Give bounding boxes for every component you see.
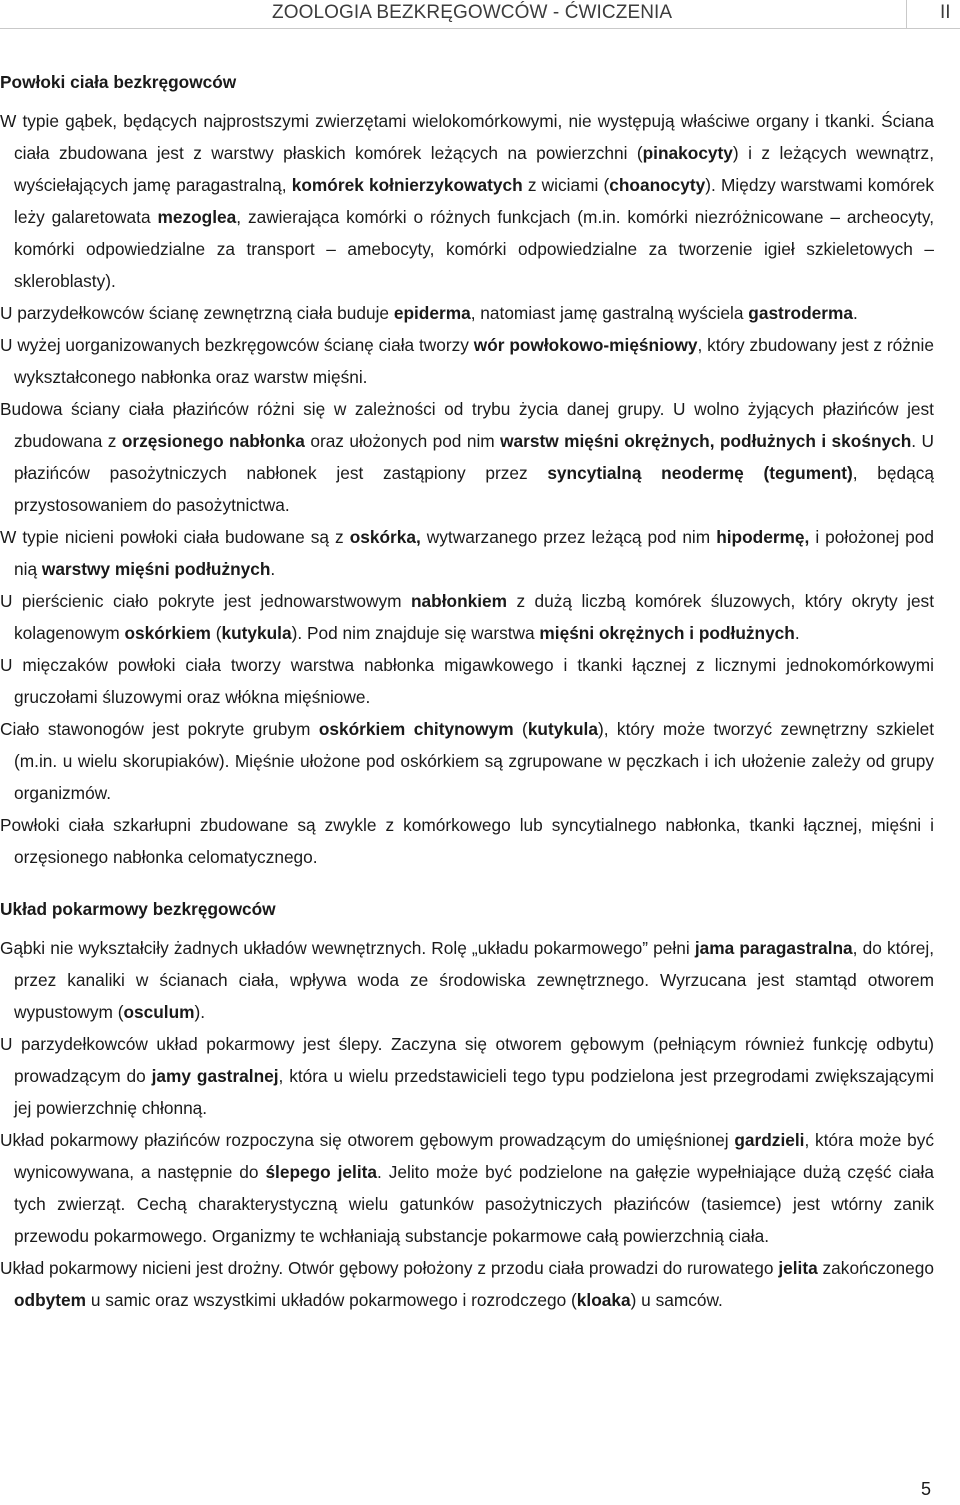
text-run: z wiciami (: [522, 175, 610, 195]
bold-term: warstwy mięśni podłużnych: [41, 559, 271, 579]
text-run: , zawierająca komórki o różnych funkcjach (m.in. komórki niezróżnicowane – archeocyty, komórki odpowiedzialne za transport – amebocyty, komórki odpowiedzialne za tworzenie igieł szkieletowych – skleroblasty).: [14, 207, 934, 291]
text-run: , będącą przystosowaniem do pasożytnictwa.: [14, 463, 934, 515]
text-run: , który zbudowany jest z różnie wykształconego nabłonka oraz warstw mięśni.: [14, 335, 934, 387]
text-run: i położonej pod nią: [14, 527, 935, 579]
text-run: , która u wielu przedstawicieli tego typu podzielona jest przegrodami zwiększającymi jej powierzchnię chłonną.: [14, 1066, 934, 1118]
page-header: [0, 0, 960, 29]
bold-term: oskórkiem chitynowym: [318, 719, 514, 739]
bold-term: kloaka: [576, 1290, 631, 1310]
text-run: Układ pokarmowy nicieni jest drożny. Otwór gębowy położony z przodu ciała prowadzi do rurowatego: [0, 1258, 779, 1278]
bold-term: mięśni okrężnych i podłużnych: [539, 623, 795, 643]
paragraph: [0, 105, 934, 297]
paragraph: [0, 585, 934, 649]
bold-term: gardzieli: [734, 1130, 805, 1150]
text-run: .: [794, 623, 800, 643]
text-run: (: [513, 719, 528, 739]
text-run: ), który może tworzyć zewnętrzny szkielet (m.in. u wielu skorupiaków). Mięśnie ułożone pod oskórkiem są zgrupowane w pęczkach i ich ułożenie zależy od grupy organizmów.: [14, 719, 934, 803]
text-run: , do której, przez kanaliki w ścianach ciała, wpływa woda ze środowiska zewnętrznego. Wyrzucana jest stamtąd otworem wypustowym (: [14, 938, 935, 1022]
bold-term: orzęsionego nabłonka: [121, 431, 305, 451]
text-run: Układ pokarmowy płazińców rozpoczyna się otworem gębowym prowadzącym do umięśnionej: [0, 1130, 735, 1150]
paragraph: [0, 521, 934, 585]
text-run: U mięczaków powłoki ciała tworzy warstwa nabłonka migawkowego i tkanki łącznej z licznymi jednokomórkowymi gruczołami śluzowymi oraz włókna mięśniowe.: [0, 655, 934, 707]
bold-term: osculum: [123, 1002, 195, 1022]
text-run: U wyżej uorganizowanych bezkręgowców ścianę ciała tworzy: [0, 335, 474, 355]
bold-term: gastroderma: [748, 303, 853, 323]
paragraph: [0, 1028, 934, 1124]
bold-term: oskórkiem: [124, 623, 211, 643]
text-run: U pierścienic ciało pokryte jest jednowarstwowym: [0, 591, 411, 611]
text-run: .: [270, 559, 276, 579]
bold-term: oskórka,: [349, 527, 421, 547]
document-body: [0, 66, 934, 1316]
text-run: ). Między warstwami komórek leży galaretowata: [14, 175, 934, 227]
paragraph: [0, 649, 934, 713]
bold-term: epiderma: [393, 303, 471, 323]
text-run: Powłoki ciała szkarłupni zbudowane są zwykle z komórkowego lub syncytialnego nabłonka, tkanki łącznej, mięśni i orzęsionego nabłonka celomatycznego.: [0, 815, 934, 867]
paragraph: [0, 297, 934, 329]
bold-term: warstw mięśni okrężnych, podłużnych i skośnych: [500, 431, 912, 451]
document-title: ZOOLOGIA BEZKRĘGOWCÓW - ĆWICZENIA: [272, 2, 673, 23]
text-run: .: [852, 303, 858, 323]
text-run: ). Pod nim znajduje się warstwa: [291, 623, 540, 643]
text-run: , natomiast jamę gastralną wyściela: [470, 303, 749, 323]
text-run: ).: [194, 1002, 206, 1022]
text-run: W typie gąbek, będących najprostszymi zwierzętami wielokomórkowymi, nie występują właściwe organy i tkanki. Ściana ciała zbudowana jest z warstwy płaskich komórek leżących na powierzchni (: [0, 111, 934, 163]
text-run: zakończonego: [817, 1258, 934, 1278]
text-run: z dużą liczbą komórek śluzowych, który okryty jest kolagenowym: [14, 591, 934, 643]
text-run: ) i z leżących wewnątrz, wyściełających jamę paragastralną,: [14, 143, 934, 195]
section-heading: Układ pokarmowy bezkręgowców: [0, 899, 276, 919]
text-run: . Jelito może być podzielone na gałęzie wypełniające dużą część ciała tych zwierząt. Cechą charakterystyczną wielu gatunków pasożytniczych płazińców (tasiemce) jest wtórny zanik przewodu pokarmowego. Organizmy te wchłaniają substancje pokarmowe całą powierzchnią ciała.: [14, 1162, 935, 1246]
bold-term: ślepego jelita: [265, 1162, 378, 1182]
section-body: [0, 105, 934, 873]
section-body: [0, 932, 934, 1316]
text-run: oraz ułożonych pod nim: [304, 431, 501, 451]
paragraph: [0, 1124, 934, 1252]
bold-term: jelita: [778, 1258, 818, 1278]
text-run: u samic oraz wszystkimi układów pokarmowego i rozrodczego (: [86, 1290, 577, 1310]
bold-term: jamy gastralnej: [151, 1066, 279, 1086]
bold-term: jama paragastralna: [694, 938, 853, 958]
bold-term: kutykula: [527, 719, 598, 739]
text-run: wytwarzanego przez leżącą pod nim: [420, 527, 717, 547]
bold-term: mezoglea: [157, 207, 237, 227]
text-run: Gąbki nie wykształciły żadnych układów wewnętrznych. Rolę „układu pokarmowego” pełni: [0, 938, 695, 958]
paragraph: [0, 932, 934, 1028]
bold-term: komórek kołnierzykowatych: [291, 175, 523, 195]
paragraph: [0, 329, 934, 393]
paragraph: [0, 1252, 934, 1316]
bold-term: syncytialną neodermę (tegument): [547, 463, 853, 483]
text-run: , która może być wynicowywana, a następnie do: [14, 1130, 934, 1182]
section-number: II: [940, 2, 951, 23]
text-run: (: [210, 623, 222, 643]
text-run: W typie nicieni powłoki ciała budowane są z: [0, 527, 350, 547]
bold-term: pinakocyty: [642, 143, 733, 163]
paragraph: [0, 809, 934, 873]
bold-term: nabłonkiem: [411, 591, 508, 611]
bold-term: kutykula: [221, 623, 292, 643]
text-run: Ciało stawonogów jest pokryte grubym: [0, 719, 319, 739]
bold-term: hipodermę,: [716, 527, 810, 547]
text-run: ) u samców.: [630, 1290, 723, 1310]
page-number: 5: [921, 1479, 932, 1499]
text-run: U parzydełkowców układ pokarmowy jest ślepy. Zaczyna się otworem gębowym (pełniącym również funkcję odbytu) prowadzącym do: [0, 1034, 934, 1086]
paragraph: [0, 393, 934, 521]
text-run: . U płazińców pasożytniczych nabłonek jest zastąpiony przez: [14, 431, 934, 483]
section-heading: Powłoki ciała bezkręgowców: [0, 72, 237, 92]
header-divider: [906, 0, 907, 28]
bold-term: choanocyty: [609, 175, 706, 195]
bold-term: odbytem: [14, 1290, 87, 1310]
paragraph: [0, 713, 934, 809]
bold-term: wór powłokowo-mięśniowy: [473, 335, 698, 355]
text-run: U parzydełkowców ścianę zewnętrzną ciała buduje: [0, 303, 394, 323]
text-run: Budowa ściany ciała płazińców różni się w zależności od trybu życia danej grupy. U wolno żyjących płazińców jest zbudowana z: [0, 399, 934, 451]
